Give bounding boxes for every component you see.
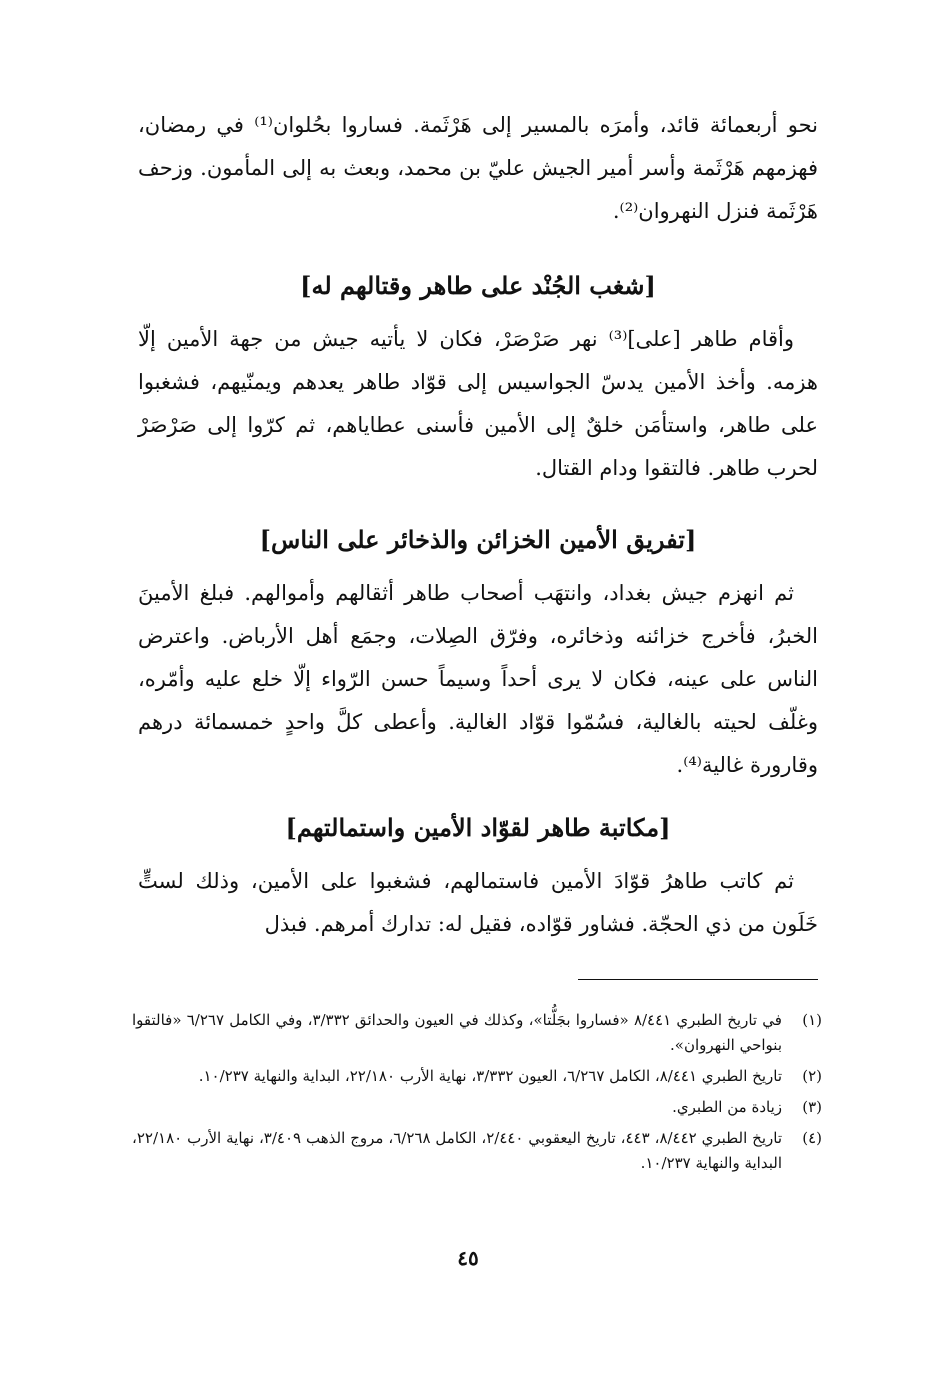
footnotes [132,1008,822,1182]
intro-paragraph-block [138,104,818,233]
section-1-block [138,318,818,490]
section-heading-1: [شغب الجُنْد على طاهر وقتالهم له] [300,271,656,300]
section-3-block [138,860,818,946]
footnote-number: (٣) [802,1098,822,1116]
section-2-block [138,572,818,787]
footnote-text: في تاريخ الطبري ٨/٤٤١ «فساروا بجَلُّتا»، وكذلك في العيون والحدائق ٣/٣٣٢، وفي الكامل ٦/٢٦٧ «فالتقوا بنواحي النهروان». [132,1011,782,1054]
footnote-number: (١) [802,1011,822,1029]
section-heading-3: [مكاتبة طاهر لقوّاد الأمين واستمالتهم] [285,813,671,842]
footnote-separator [578,979,818,980]
footnote [132,1126,822,1176]
footnote-text: تاريخ الطبري ٨/٤٤١، الكامل ٦/٢٦٧، العيون ٣/٣٣٢، نهاية الأرب ٢٢/١٨٠، البداية والنهاية ١٠/٢٣٧. [198,1067,782,1085]
section-1-paragraph: وأقام طاهر [على]⁽³⁾ نهر صَرْصَرْ، فكان لا يأتيه جيش من جهة الأمين إلّا هزمه. وأخذ الأمين يدسّ الجواسيس إلى قوّاد طاهر يعدهم ويمنّيهم، فشغبوا على طاهر، واستأمَن خلقٌ إلى الأمين فأسنى عطاياهم، ثم كرّوا إلى صَرْصَرْ لحرب طاهر. فالتقوا ودام القتال. [138,327,818,480]
section-2-paragraph: ثم انهزم جيش بغداد، وانتهَب أصحاب طاهر أثقالهم وأموالهم. فبلغ الأمينَ الخبرُ، فأخرج خزائنه وذخائره، وفرّق الصِلات، وجمَع أهل الأرباض. واعترض الناس على عينه، فكان لا يرى أحداً وسيماً حسن الرّواء إلّا خلع عليه وأمّره، وغلّف لحيته بالغالية، فسُمّوا قوّاد الغالية. وأعطى كلَّ واحدٍ خمسمائة درهم وقارورة غالية⁽⁴⁾. [138,581,818,777]
section-3-paragraph: ثم كاتب طاهرُ قوّادَ الأمين فاستمالهم، فشغبوا على الأمين، وذلك لستٍّ خَلَون من ذي الحجّة. فشاور قوّاده، فقيل له: تدارك أمرهم. فبذل [138,869,818,936]
footnote [132,1008,822,1058]
footnote-number: (٢) [802,1067,822,1085]
intro-paragraph: نحو أربعمائة قائد، وأمرَه بالمسير إلى هَرْثَمة. فساروا بحُلوان⁽¹⁾ في رمضان، فهزمهم هَرْثَمة وأسر أمير الجيش عليّ بن محمد، وبعث به إلى المأمون. وزحف هَرْثَمة فنزل النهروان⁽²⁾. [138,113,818,223]
section-heading-2: [تفريق الأمين الخزائن والذخائر على الناس] [259,525,697,554]
footnote-number: (٤) [802,1129,822,1147]
footnote [132,1095,822,1120]
footnote-text: تاريخ الطبري ٨/٤٤٢، ٤٤٣، تاريخ اليعقوبي ٢/٤٤٠، الكامل ٦/٢٦٨، مروج الذهب ٣/٤٠٩، نهاية الأرب ٢٢/١٨٠، البداية والنهاية ١٠/٢٣٧. [132,1129,783,1172]
page-number: ٤٥ [457,1246,479,1270]
footnote [132,1064,822,1089]
footnote-text: زيادة من الطبري. [672,1098,782,1116]
